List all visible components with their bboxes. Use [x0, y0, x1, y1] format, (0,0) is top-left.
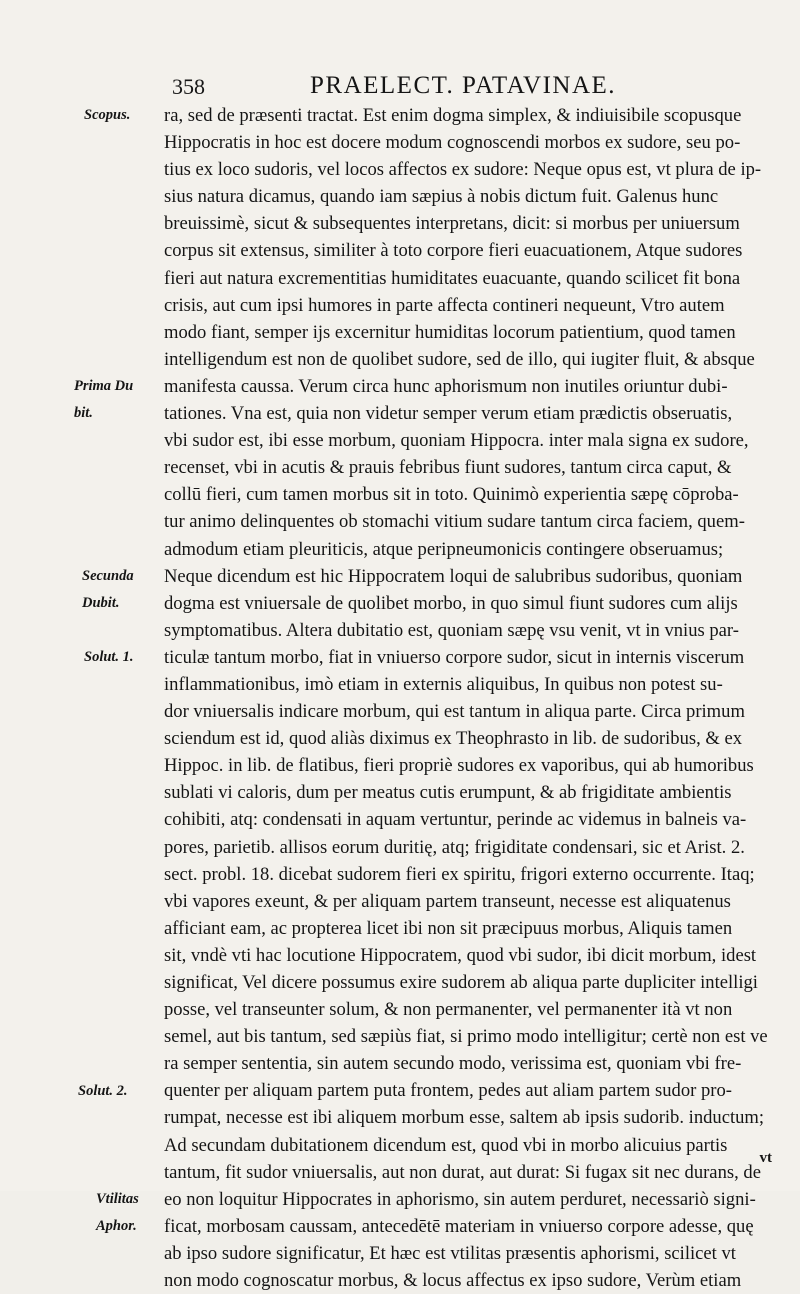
text-line: inflammationibus, imò etiam in externis aliquibus, In quibus non potest su- [164, 673, 723, 695]
text-line: dor vniuersalis indicare morbum, qui est tantum in aliqua parte. Circa primum [164, 701, 745, 723]
text-line: Hippocratis in hoc est docere modum cognoscendi morbos ex sudore, seu po- [164, 132, 741, 154]
text-line: cohibiti, atq: condensati in aquam vertuntur, perinde ac videmus in balneis va- [164, 809, 747, 831]
body-text [164, 102, 792, 1294]
text-line: vbi vapores exeunt, & per aliquam partem transeunt, necesse est aliquatenus [164, 890, 731, 912]
text-line: Neque dicendum est hic Hippocratem loqui de salubribus sudoribus, quoniam [164, 565, 743, 587]
margin-note: Prima Du [74, 378, 134, 394]
text-line: tationes. Vna est, quia non videtur semper verum etiam prædictis obseruatis, [164, 403, 733, 425]
text-line: manifesta caussa. Verum circa hunc aphorismum non inutiles oriuntur dubi- [164, 375, 728, 397]
text-line: modo fiant, semper ijs excernitur humiditas locorum patientium, quod tamen [164, 321, 736, 343]
margin-note: Secunda [82, 567, 134, 584]
text-line: symptomatibus. Altera dubitatio est, quoniam sæpę vsu venit, vt in vnius par- [164, 619, 739, 641]
text-line: ficat, morbosam caussam, antecedētē materiam in vniuerso corpore adesse, quę [164, 1215, 754, 1237]
text-line: significat, Vel dicere possumus exire sudorem ab aliqua parte dupliciter intelligi [164, 972, 758, 993]
text-line: tius ex loco sudoris, vel locos affectos ex sudore: Neque opus est, vt plura de ip- [164, 159, 762, 181]
text-line: non modo cognoscatur morbus, & locus affectus ex ipso sudore, Verùm etiam [164, 1270, 742, 1292]
text-line: Hippoc. in lib. de flatibus, fieri propriè sudores ex vaporibus, qui ab humoribus [164, 755, 754, 777]
running-head: PRAELECT. PATAVINAE. [310, 72, 617, 99]
text-line: ticulæ tantum morbo, fiat in vniuerso corpore sudor, sicut in internis viscerum [164, 646, 745, 668]
margin-note: Aphor. [96, 1218, 137, 1235]
page-number: 358 [172, 74, 205, 99]
text-line: corpus sit extensus, similiter à toto corpore fieri euacuationem, Atque sudores [164, 240, 743, 262]
margin-note: Dubit. [82, 594, 120, 611]
text-line: pores, parietib. allisos eorum duritię, atq; frigiditate condensari, sic et Arist. 2. [164, 836, 745, 858]
margin-note: Solut. 2. [78, 1082, 128, 1099]
text-line: sciendum est id, quod aliàs diximus ex Theophrasto in lib. de sudoribus, & ex [164, 728, 743, 750]
text-line: Ad secundam dubitationem dicendum est, quod vbi in morbo alicuius partis [164, 1134, 728, 1156]
page-header [0, 58, 800, 98]
margin-note: bit. [74, 405, 93, 422]
text-line: rumpat, necesse est ibi aliquem morbum esse, saltem ab ipsis sudorib. inductum; [164, 1107, 765, 1129]
text-line: quenter per aliquam partem puta frontem, pedes aut aliam partem sudor pro- [164, 1080, 732, 1102]
text-line: breuissimè, sicut & subsequentes interpretans, dicit: si morbus per uniuersum [164, 213, 740, 235]
text-line: dogma est vniuersale de quolibet morbo, in quo simul fiunt sudores cum alijs [164, 592, 738, 614]
text-line: posse, vel transeunter solum, & non permanenter, vel permanenter ità vt non [164, 999, 733, 1021]
margin-note: Scopus. [84, 107, 131, 123]
text-line: ra, sed de præsenti tractat. Est enim dogma simplex, & indiuisibile scopusque [164, 105, 742, 126]
text-line: semel, aut bis tantum, sed sæpiùs fiat, si primo modo intelligitur; certè non est ve [164, 1026, 768, 1048]
text-line: recenset, vbi in acutis & prauis febribus fiunt sudores, tantum circa caput, & [164, 457, 732, 479]
text-line: collū fieri, cum tamen morbus sit in toto. Quinimò experientia sæpę cōproba- [164, 484, 739, 506]
text-line: sius natura dicamus, quando iam sæpius à nobis dictum fuit. Galenus hunc [164, 186, 719, 208]
catchword: vt [759, 1150, 772, 1166]
margin-note: Vtilitas [96, 1191, 139, 1207]
text-line: crisis, aut cum ipsi humores in parte affecta contineri nequeunt, Vtro autem [164, 294, 725, 316]
text-line: ra semper sententia, sin autem secundo modo, verissima est, quoniam vbi fre- [164, 1053, 742, 1075]
text-line: sect. probl. 18. dicebat sudorem fieri ex spiritu, frigori externo occurrente. Itaq; [164, 863, 755, 885]
text-line: vbi sudor est, ibi esse morbum, quoniam Hippocra. inter mala signa ex sudore, [164, 430, 749, 452]
text-line: eo non loquitur Hippocrates in aphorismo, sin autem perduret, necessariò signi- [164, 1188, 756, 1210]
margin-note: Solut. 1. [84, 649, 134, 665]
text-line: admodum etiam pleuriticis, atque peripneumonicis contingere obseruamus; [164, 538, 724, 560]
text-line: tur animo delinquentes ob stomachi vitium sudare tantum circa faciem, quem- [164, 511, 745, 533]
text-line: fieri aut natura excrementitias humiditates euacuante, quando scilicet fit bona [164, 267, 741, 289]
text-line: afficiant eam, ac propterea licet ibi non sit præcipuus morbus, Aliquis tamen [164, 917, 733, 939]
text-line: ab ipso sudore significatur, Et hæc est vtilitas præsentis aphorismi, scilicet vt [164, 1242, 736, 1264]
text-line: sit, vndè vti hac locutione Hippocratem, quod vbi sudor, ibi dicit morbum, idest [164, 944, 757, 966]
text-line: intelligendum est non de quolibet sudore, sed de illo, qui iugiter fluit, & absque [164, 348, 755, 370]
text-line: sublati vi caloris, dum per meatus cutis erumpunt, & ab frigiditate ambientis [164, 782, 732, 804]
text-line: tantum, fit sudor vniuersalis, aut non durat, aut durat: Si fugax sit nec durans, de [164, 1161, 761, 1183]
